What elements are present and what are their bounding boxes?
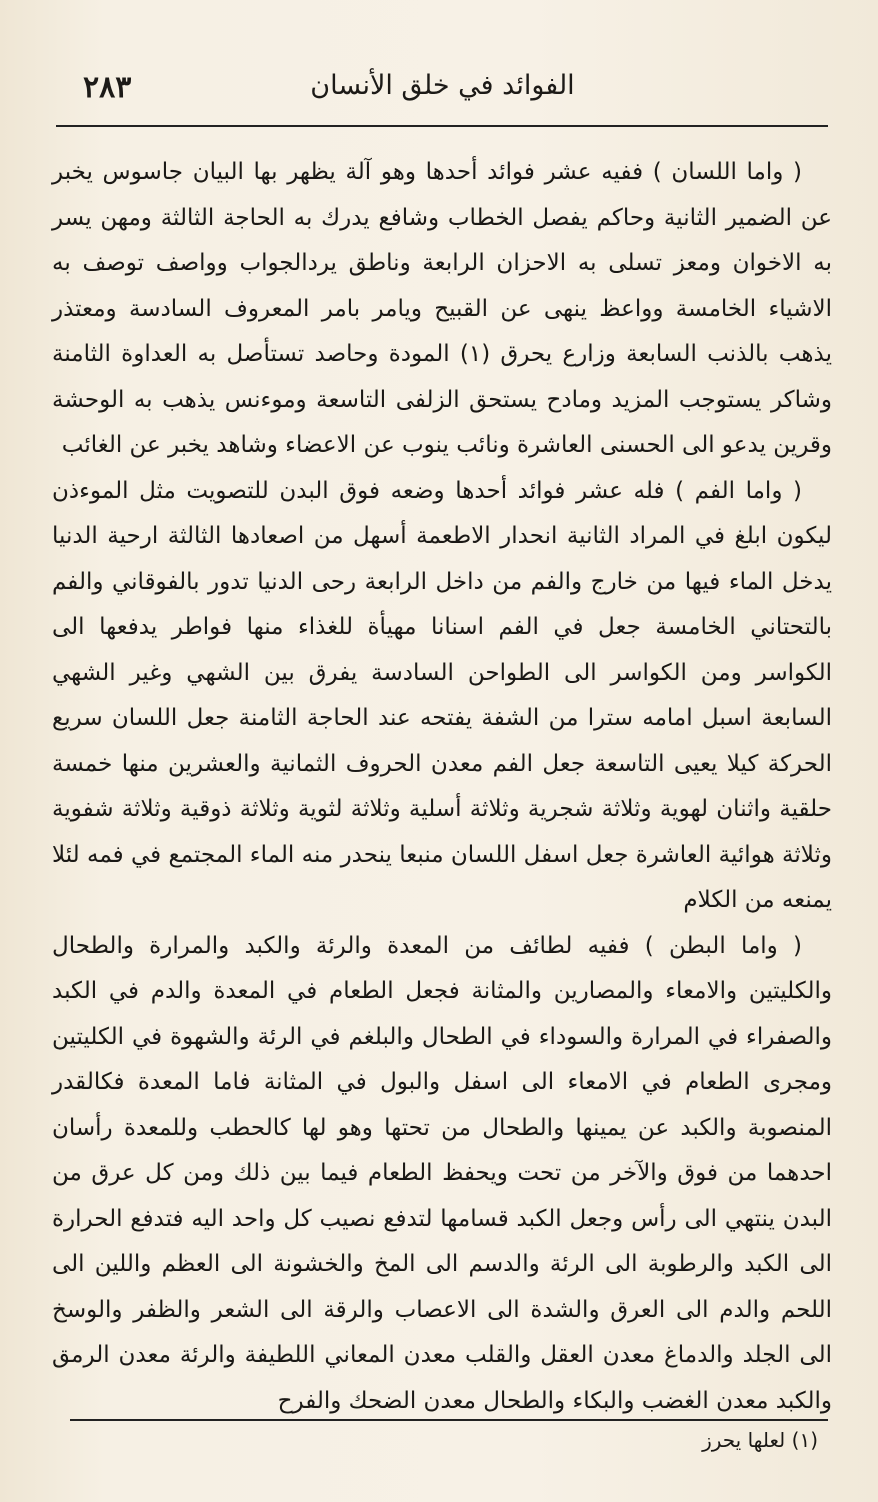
footnote: (١) لعلها يحرز [702, 1428, 818, 1452]
main-text [52, 150, 832, 1424]
header-rule [56, 125, 828, 127]
paragraph-mouth: ( واما الفم ) فله عشر فوائد أحدها وضعه فوق البدن للتصويت مثل الموءذن ليكون ابلغ في المراد الثانية انحدار الاطعمة أسهل من اصعادها الثالثة ارحية الدنيا يدخل الماء فيها من خارج والفم من داخل الرابعة رحى الدنيا تدور بالفوقاني والفم بالتحتاني الخامسة جعل في الفم اسنانا مهيأة للغذاء منها فواطر يدفعها الى الكواسر ومن الكواسر الى الطواحن السادسة يفرق بين الشهي وغير الشهي السابعة اسبل امامه سترا من الشفة يفتحه عند الحاجة الثامنة جعل اللسان سريع الحركة كيلا يعيى التاسعة جعل الفم معدن الحروف الثمانية والعشرين منها خمسة حلقية واثنان لهوية وثلاثة شجرية وثلاثة أسلية وثلاثة لثوية وثلاثة ذوقية وثلاثة شفوية وثلاثة هوائية العاشرة جعل اسفل اللسان منبعا ينحدر منه الماء المجتمع في فمه لئلا يمنعه من الكلام [52, 477, 832, 913]
paragraph-belly: ( واما البطن ) ففيه لطائف من المعدة والرئة والكبد والمرارة والطحال والكليتين والامعاء والمصارين والمثانة فجعل الطعام في المعدة والدم في الكبد والصفراء في المرارة والسوداء في الطحال والبلغم في الرئة والشهوة في الكليتين ومجرى الطعام في الامعاء الى اسفل والبول في المثانة فاما المعدة فكالقدر المنصوبة والكبد عن يمينها والطحال من تحتها وهو لها كالحطب وللمعدة رأسان احدهما من فوق والآخر من تحت ويحفظ الطعام فيما بين ذلك ومن كل عرق من البدن ينتهي الى رأس وجعل الكبد قسامها لتدفع نصيب كل واحد اليه فتدفع الحرارة الى الكبد والرطوبة الى الرئة والدسم الى المخ والخشونة الى العظم واللين الى اللحم والدم الى العرق والشدة الى الاعصاب والرقة الى الشعر والظفر والوسخ الى الجلد والدماغ معدن العقل والقلب معدن المعاني اللطيفة والرئة معدن الرمق والكبد معدن الغضب والبكاء والطحال معدن الضحك والفرح [52, 932, 832, 1414]
page-number: ٢٨٣ [83, 70, 132, 105]
paragraph-tongue: ( واما اللسان ) ففيه عشر فوائد أحدها وهو آلة يظهر بها البيان جاسوس يخبر عن الضمير الثانية وحاكم يفصل الخطاب وشافع يدرك به الحاجة الثالثة ومهن يسر به الاخوان ومعز تسلى به الاحزان الرابعة وناطق يردالجواب وواصف توصف به الاشياء الخامسة وواعظ ينهى عن القبيح ويامر بامر المعروف السادسة ومعتذر يذهب بالذنب السابعة وزارع يحرق (١) المودة وحاصد تستأصل به العداوة الثامنة وشاكر يستوجب المزيد ومادح يستحق الزلفى التاسعة وموءنس يذهب به الوحشة وقرين يدعو الى الحسنى العاشرة ونائب ينوب عن الاعضاء وشاهد يخبر عن الغائب [52, 159, 832, 458]
running-title: الفوائد في خلق الأنسان [310, 70, 575, 101]
page-header [55, 62, 830, 118]
footnote-rule [70, 1419, 828, 1421]
